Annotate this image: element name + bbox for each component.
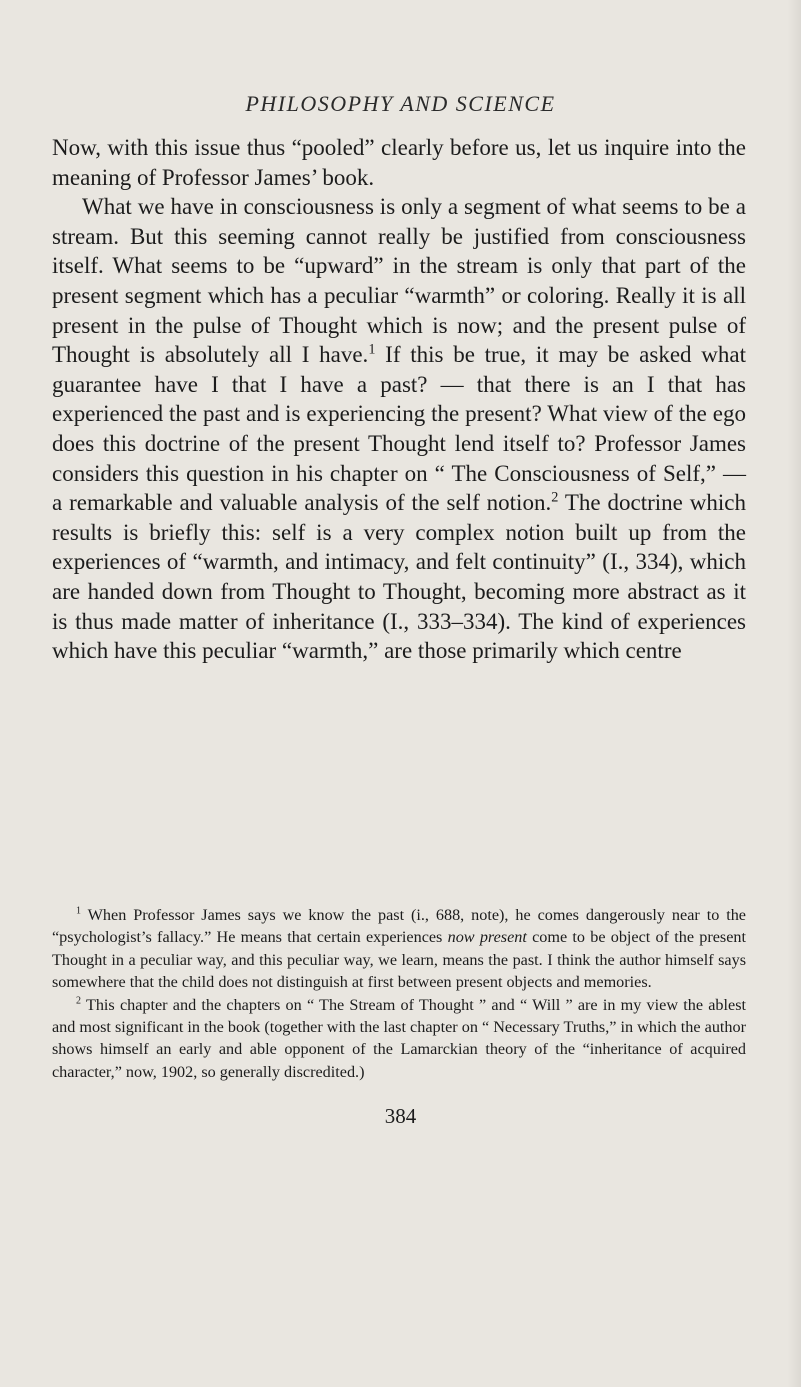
footnote bbox=[52, 904, 746, 994]
text-segment: come to be object of the present Thought in a peculiar way, and this peculiar way, we learn, means the past. I think the author himself says somewhere that the child does not distinguish at first between present objects and memories. bbox=[52, 928, 747, 992]
emphasized-text: now present bbox=[447, 928, 527, 947]
footnote bbox=[52, 994, 746, 1084]
text-segment: If this be true, it may be asked what guarantee have I that I have a past? — that there is an I that has experienced the past and is experiencing the present? What view of the ego does this doctrine of the present Thought lend itself to? Professor James considers this question in his chapter on “ The Consciousness of Self,” — a remarkable and valuable analysis of the self notion. bbox=[52, 342, 746, 516]
footnote-marker: 2 bbox=[76, 995, 82, 1007]
text-segment: When Professor James says we know the past (i., 688, note), he comes dangerously near to the “psychologist’s fallacy.” He means that certain experiences bbox=[52, 906, 746, 947]
text-segment: The doctrine which results is briefly this: self is a very complex notion built up from the experiences of “warmth, and intimacy, and felt continuity” (I., 334), which are handed down from Thought to Thought, becoming more abstract as it is thus made matter of inheritance (I., 333–334). The kind of experiences which have this peculiar “warmth,” are those primarily which centre bbox=[52, 490, 746, 664]
footnotes bbox=[52, 904, 746, 1083]
text-segment: What we have in consciousness is only a segment of what seems to be a stream. But this seeming cannot really be justified from consciousness itself. What seems to be “upward” in the stream is only that part of the present segment which has a peculiar “warmth” or coloring. Really it is all present in the pulse of Thought which is now; and the present pulse of Thought is absolutely all I have. bbox=[52, 194, 746, 368]
body-text bbox=[52, 133, 746, 666]
running-head: PHILOSOPHY AND SCIENCE bbox=[245, 91, 556, 116]
footnote-reference: 1 bbox=[368, 341, 376, 358]
footnote-reference: 2 bbox=[551, 489, 559, 506]
paragraph bbox=[52, 133, 746, 192]
paragraph bbox=[52, 192, 746, 666]
page-number: 384 bbox=[384, 1104, 417, 1128]
text-segment: Now, with this issue thus “pooled” clearly before us, let us inquire into the meaning of Professor James’ book. bbox=[52, 135, 746, 190]
footnote-marker: 1 bbox=[76, 905, 82, 917]
text-segment: This chapter and the chapters on “ The Stream of Thought ” and “ Will ” are in my view the ablest and most significant in the book (together with the last chapter on “ Necessary Truths,” in which the author shows himself an early and able opponent of the Lamarckian theory of the “inheritance of acquired character,” now, 1902, so generally discredited.) bbox=[52, 995, 746, 1081]
